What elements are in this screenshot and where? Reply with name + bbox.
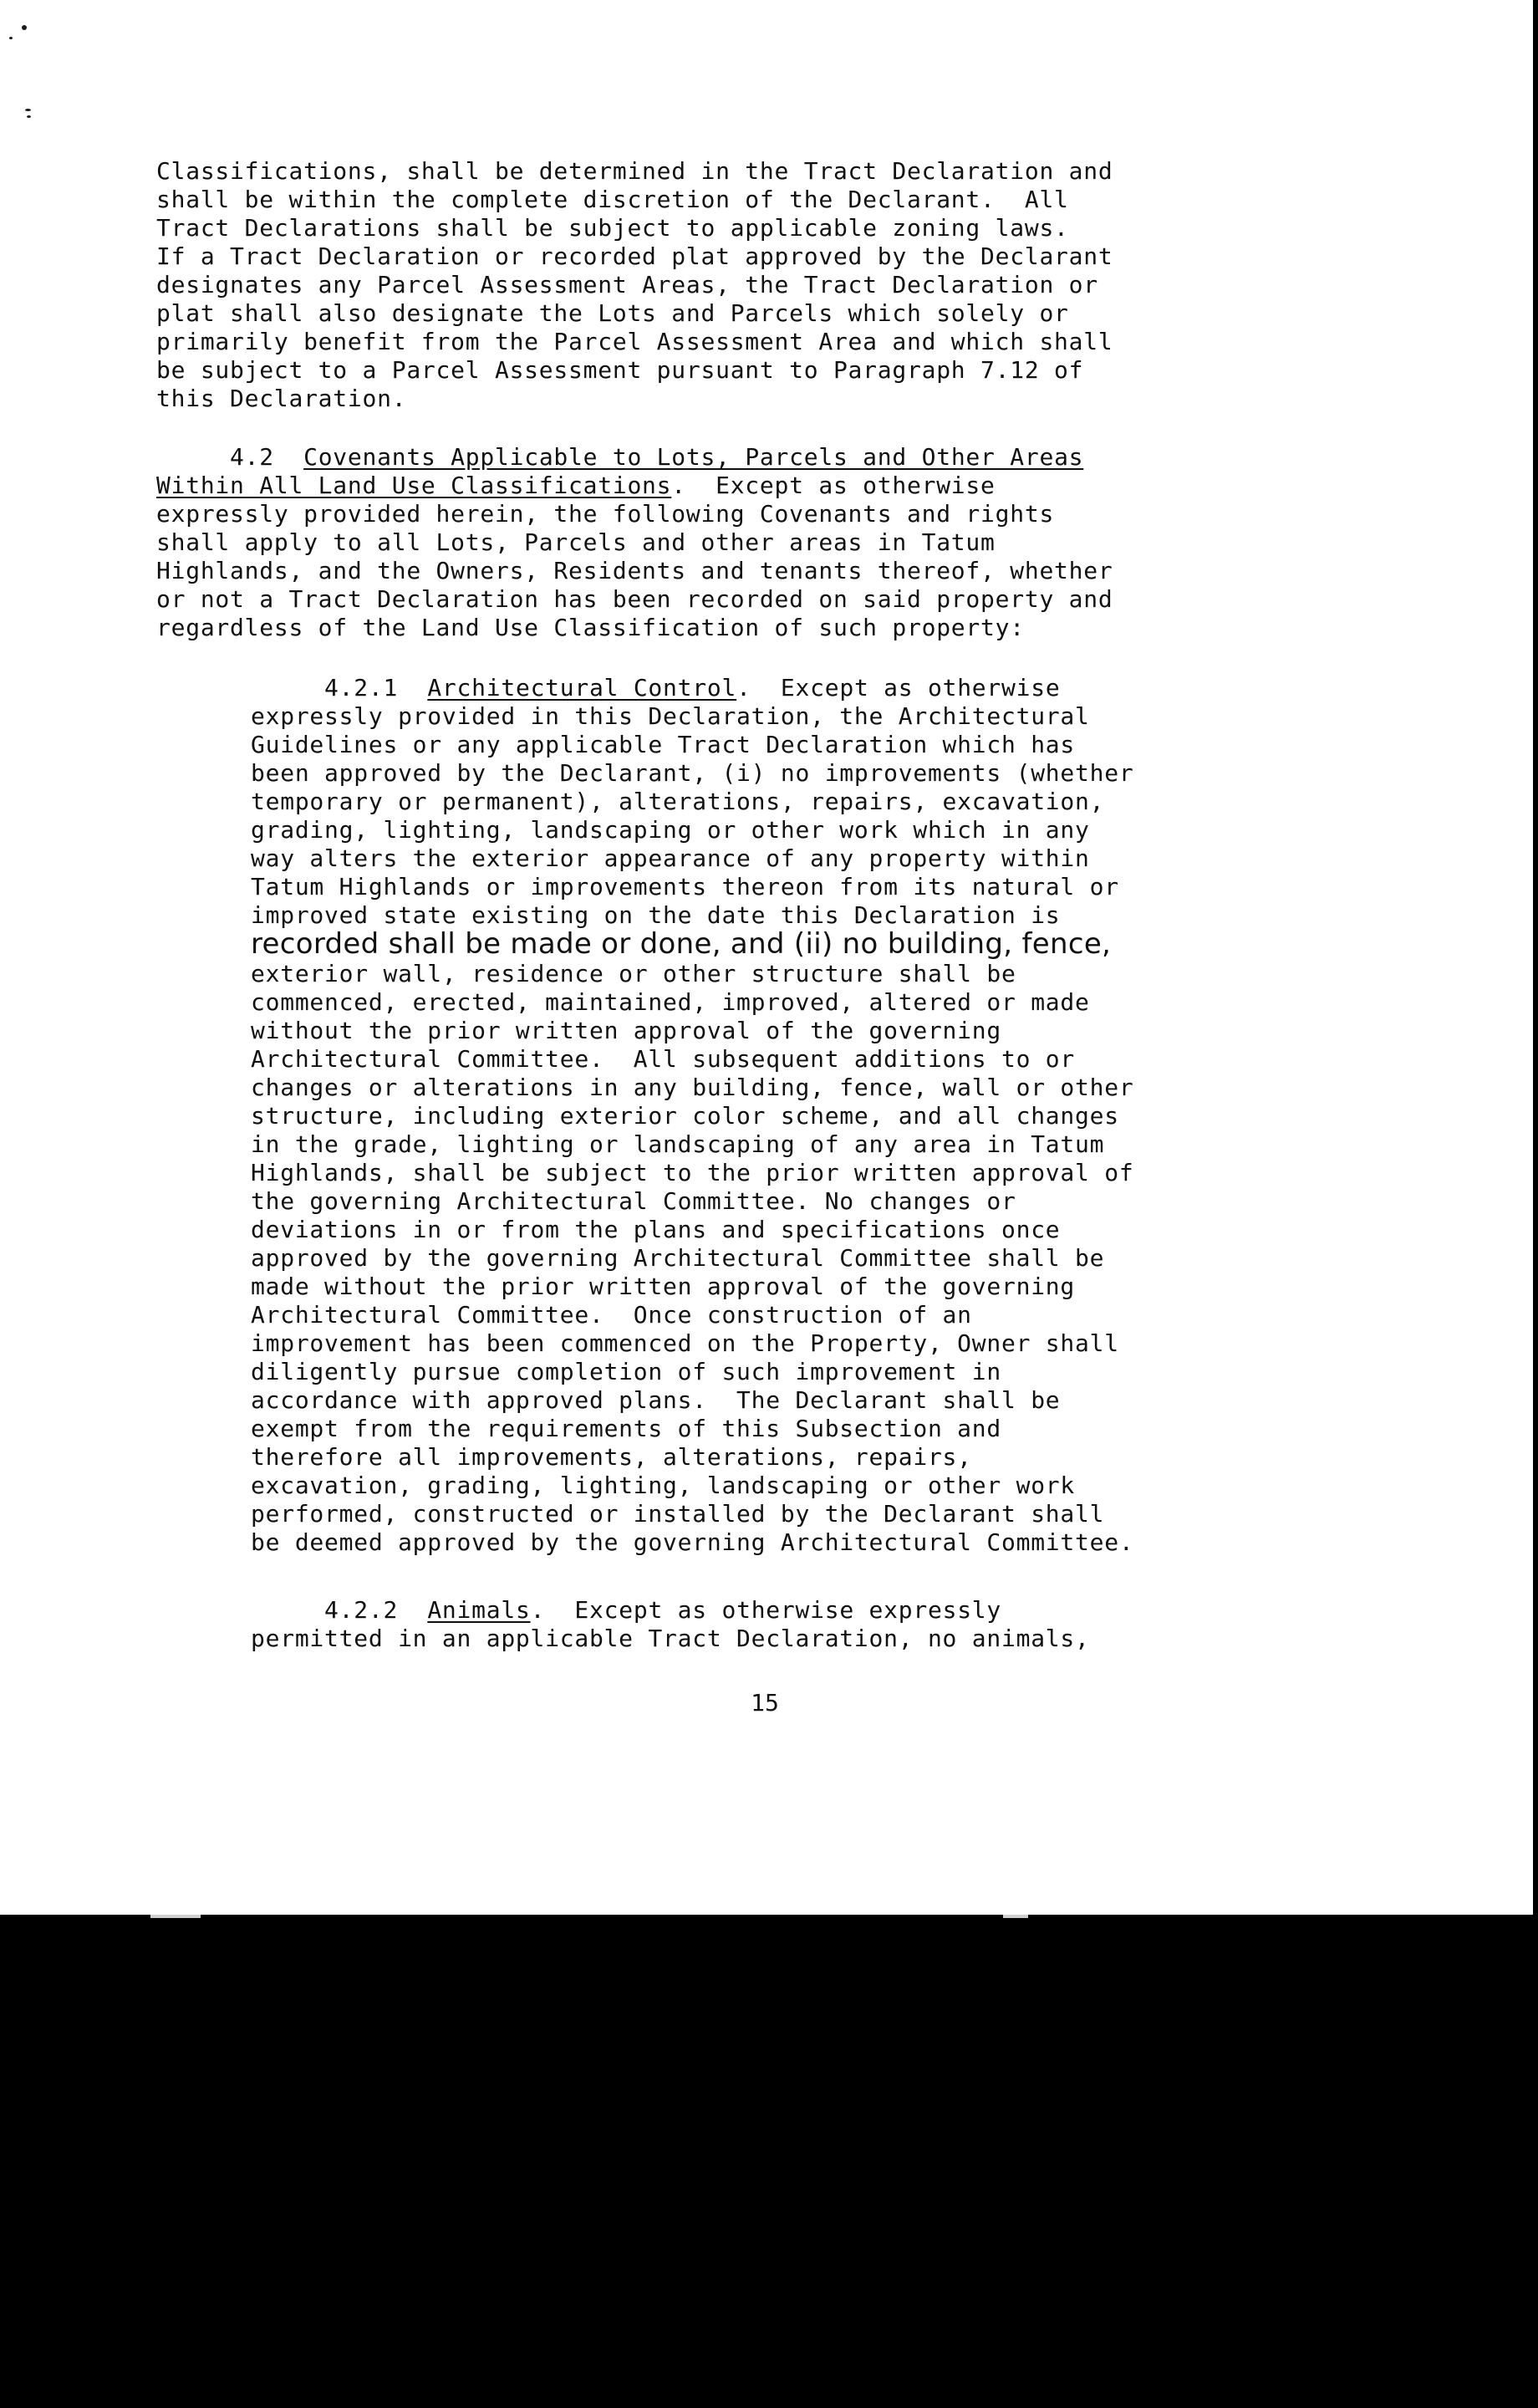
text-line: in the grade, lighting or landscaping of any area in Tatum <box>251 1130 1105 1158</box>
text-line: permitted in an applicable Tract Declaration, no animals, <box>251 1625 1090 1652</box>
text-line: deviations in or from the plans and specifications once <box>251 1216 1061 1243</box>
text-line: diligently pursue completion of such improvement in <box>251 1358 1001 1385</box>
text-line: this Declaration. <box>156 385 407 412</box>
scan-speck-mark <box>22 25 27 30</box>
text-line: expressly provided herein, the following Covenants and rights <box>156 500 1055 528</box>
section-4-2-2-paragraph <box>251 1596 1090 1653</box>
text-line: improvement has been commenced on the Property, Owner shall <box>251 1329 1119 1357</box>
text-line: exterior wall, residence or other structure shall be <box>251 960 1016 987</box>
scan-speck-mark <box>27 115 31 118</box>
text-line: be deemed approved by the governing Architectural Committee. <box>251 1528 1134 1556</box>
text-line: excavation, grading, lighting, landscaping or other work <box>251 1472 1076 1499</box>
text-line: been approved by the Declarant, (i) no improvements (whether <box>251 759 1134 787</box>
text-line: accordance with approved plans. The Declarant shall be <box>251 1386 1061 1414</box>
text-line: Guidelines or any applicable Tract Declaration which has <box>251 731 1076 758</box>
page-number: 15 <box>751 1689 779 1717</box>
text-line: made without the prior written approval of the governing <box>251 1273 1076 1300</box>
text-line: Highlands, shall be subject to the prior written approval of <box>251 1159 1134 1186</box>
section-4-2-paragraph <box>156 443 1113 642</box>
intro-paragraph <box>156 157 1113 413</box>
text-line: shall be within the complete discretion of the Declarant. All <box>156 186 1069 213</box>
text-line: regardless of the Land Use Classification of such property: <box>156 614 1025 641</box>
text-line: designates any Parcel Assessment Areas, the Tract Declaration or <box>156 271 1098 298</box>
text-line: therefore all improvements, alterations, repairs, <box>251 1443 972 1471</box>
scan-edge-noise <box>1003 1915 1028 1918</box>
text-line: way alters the exterior appearance of any property within <box>251 844 1090 872</box>
text-line: shall apply to all Lots, Parcels and other areas in Tatum <box>156 528 996 556</box>
section-4-2-1-paragraph <box>251 674 1133 1557</box>
text-line: Architectural Committee. All subsequent additions to or <box>251 1045 1076 1073</box>
text-line: Classifications, shall be determined in the Tract Declaration and <box>156 157 1113 185</box>
text-line: improved state existing on the date this Declaration is <box>251 901 1061 929</box>
scan-edge-noise <box>150 1915 201 1918</box>
text-line: Tatum Highlands or improvements thereon from its natural or <box>251 873 1119 900</box>
section-heading: Architectural Control <box>427 674 737 701</box>
section-heading: Covenants Applicable to Lots, Parcels and Other Areas <box>303 443 1084 471</box>
section-number: 4.2.2 <box>324 1596 399 1624</box>
text-line: temporary or permanent), alterations, repairs, excavation, <box>251 788 1105 815</box>
text-line: Architectural Committee. Once construction of an <box>251 1301 972 1329</box>
text-line: Tract Declarations shall be subject to applicable zoning laws. <box>156 214 1069 242</box>
scan-speck-mark <box>25 109 31 111</box>
text-line: expressly provided in this Declaration, the Architectural <box>251 702 1090 730</box>
text-line: performed, constructed or installed by the Declarant shall <box>251 1500 1105 1528</box>
text-line: grading, lighting, landscaping or other work which in any <box>251 816 1090 844</box>
text-line: changes or alterations in any building, fence, wall or other <box>251 1074 1134 1101</box>
text-line: without the prior written approval of the governing <box>251 1017 1001 1044</box>
text-line: recorded shall be made or done, and (ii) no building, fence, <box>251 927 1112 961</box>
text-line: . Except as otherwise <box>736 674 1061 701</box>
text-line: . Except as otherwise expressly <box>530 1596 1002 1624</box>
section-number: 4.2 <box>230 443 274 471</box>
text-line: commenced, erected, maintained, improved, altered or made <box>251 988 1090 1016</box>
section-heading: Within All Land Use Classifications <box>156 472 672 499</box>
text-line: be subject to a Parcel Assessment pursuant to Paragraph 7.12 of <box>156 356 1084 384</box>
text-line: plat shall also designate the Lots and Parcels which solely or <box>156 299 1069 327</box>
text-line: or not a Tract Declaration has been recorded on said property and <box>156 585 1113 613</box>
text-line: . Except as otherwise <box>671 472 996 499</box>
text-line: Highlands, and the Owners, Residents and tenants thereof, whether <box>156 557 1113 584</box>
text-line: primarily benefit from the Parcel Assessment Area and which shall <box>156 328 1113 355</box>
text-line: exempt from the requirements of this Subsection and <box>251 1415 1001 1442</box>
text-line: the governing Architectural Committee. No changes or <box>251 1187 1016 1215</box>
text-line: If a Tract Declaration or recorded plat approved by the Declarant <box>156 242 1113 270</box>
section-number: 4.2.1 <box>324 674 399 701</box>
text-line: approved by the governing Architectural Committee shall be <box>251 1244 1105 1272</box>
section-heading: Animals <box>427 1596 531 1624</box>
text-line: structure, including exterior color scheme, and all changes <box>251 1102 1119 1130</box>
scan-speck-mark <box>9 37 13 39</box>
